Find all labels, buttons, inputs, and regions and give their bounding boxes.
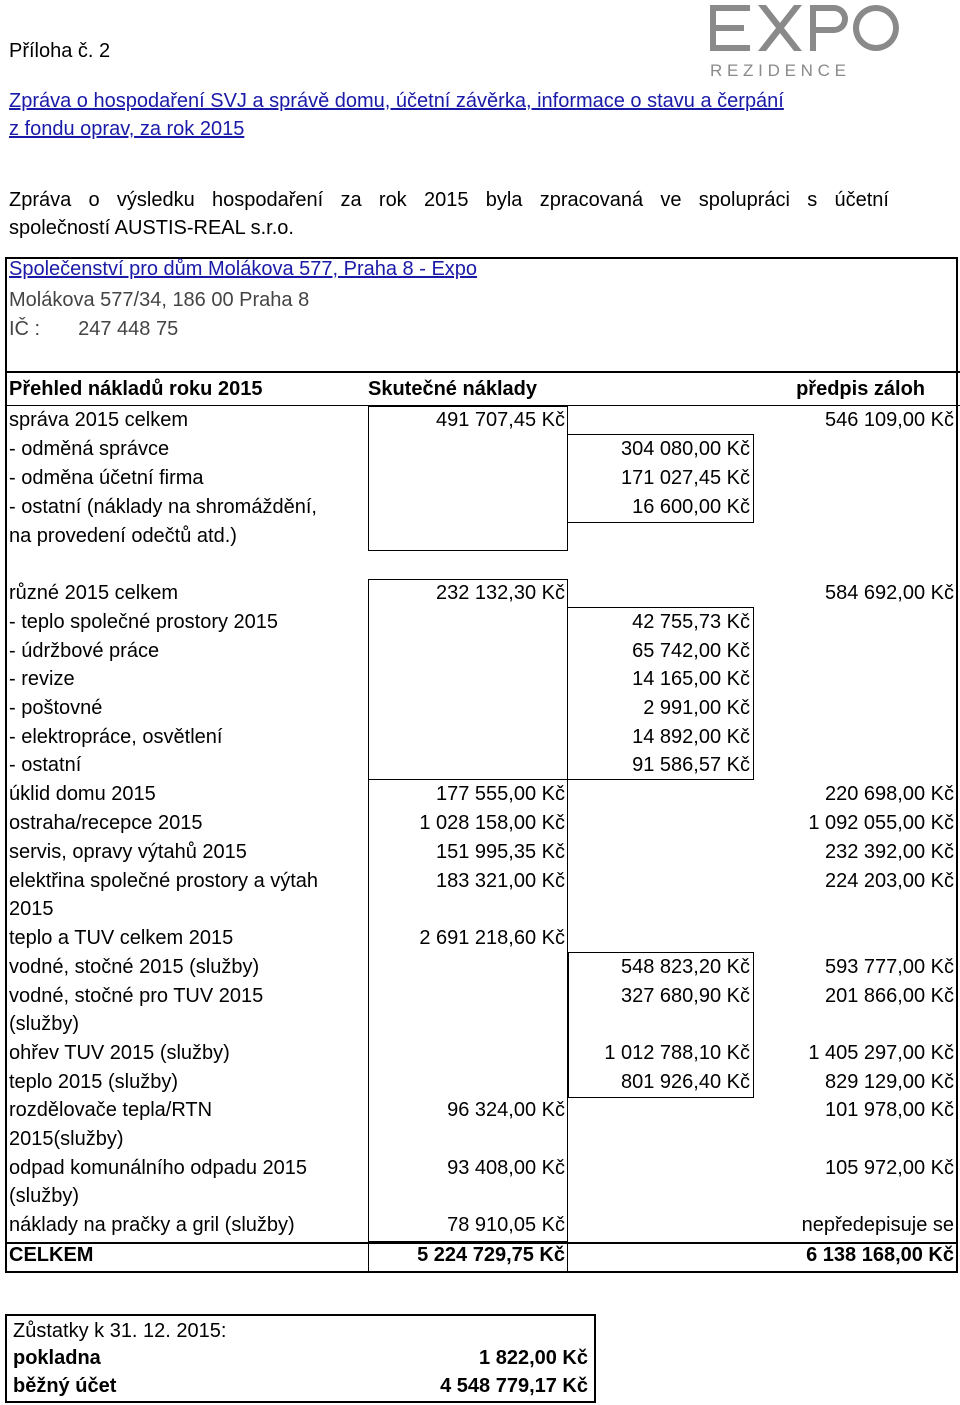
table-row [0, 438, 960, 467]
row-advance: nepředepisuje se [801, 1214, 954, 1236]
row-label: - ostatní (náklady na shromáždění, [9, 496, 317, 518]
row-advance: 546 109,00 Kč [825, 409, 954, 431]
row-label: odpad komunálního odpadu 2015 [9, 1157, 308, 1179]
ic-label: IČ : [9, 318, 41, 340]
table-row [0, 1071, 960, 1100]
table-row [0, 841, 960, 870]
row-label: - ostatní [9, 754, 82, 776]
table-row [0, 467, 960, 496]
table-row [0, 1214, 960, 1243]
row-detail: 14 892,00 Kč [632, 726, 750, 748]
row-detail: 304 080,00 Kč [621, 438, 750, 460]
table-row [0, 582, 960, 611]
row-advance: 105 972,00 Kč [825, 1157, 954, 1179]
row-advance: 101 978,00 Kč [825, 1099, 954, 1121]
row-detail: 327 680,90 Kč [621, 985, 750, 1007]
cash-value: 1 822,00 Kč [479, 1347, 588, 1369]
table-row [0, 956, 960, 985]
row-total: 183 321,00 Kč [436, 870, 565, 892]
table-row [0, 870, 960, 899]
intro-paragraph [9, 186, 889, 242]
table-row-continuation [0, 525, 960, 554]
row-advance: 584 692,00 Kč [825, 582, 954, 604]
row-detail: 16 600,00 Kč [632, 496, 750, 518]
row-label: servis, opravy výtahů 2015 [9, 841, 247, 863]
total-row [0, 1244, 960, 1273]
row-detail: 1 012 788,10 Kč [604, 1042, 750, 1064]
row-label: (služby) [9, 1185, 80, 1207]
row-total: 177 555,00 Kč [436, 783, 565, 805]
table-row [0, 985, 960, 1014]
row-total: 151 995,35 Kč [436, 841, 565, 863]
intro-line2: společností AUSTIS-REAL s.r.o. [9, 217, 294, 239]
row-label: rozdělovače tepla/RTN [9, 1099, 213, 1121]
row-advance: 220 698,00 Kč [825, 783, 954, 805]
table-row-continuation [0, 1185, 960, 1214]
row-detail: 14 165,00 Kč [632, 668, 750, 690]
row-advance: 201 866,00 Kč [825, 985, 954, 1007]
header-overview: Přehled nákladů roku 2015 [9, 378, 263, 400]
row-advance: 1 092 055,00 Kč [808, 812, 954, 834]
row-label: náklady na pračky a gril (služby) [9, 1214, 295, 1236]
row-label: - poštovné [9, 697, 103, 719]
row-label: vodné, stočné 2015 (služby) [9, 956, 260, 978]
annex-label: Příloha č. 2 [9, 40, 111, 62]
row-label: - revize [9, 668, 75, 690]
row-label: správa 2015 celkem [9, 409, 188, 431]
row-total: 1 028 158,00 Kč [419, 812, 565, 834]
header-actual-costs: Skutečné náklady [368, 378, 537, 400]
row-detail: 801 926,40 Kč [621, 1071, 750, 1093]
row-total: 78 910,05 Kč [447, 1214, 565, 1236]
row-label: - údržbové práce [9, 640, 160, 662]
divider [5, 371, 960, 373]
row-label: teplo 2015 (služby) [9, 1071, 178, 1093]
table-row [0, 668, 960, 697]
row-advance: 224 203,00 Kč [825, 870, 954, 892]
header-advances: předpis záloh [796, 378, 925, 400]
row-advance: 829 129,00 Kč [825, 1071, 954, 1093]
table-row-continuation [0, 1128, 960, 1157]
expo-logo [706, 3, 910, 81]
svg-text:R E Z I D E N C E: R E Z I D E N C E [710, 61, 847, 80]
row-label: - odměna účetní firma [9, 467, 204, 489]
cash-label: pokladna [13, 1347, 101, 1369]
ic-value: 247 448 75 [78, 318, 179, 340]
row-advance: 593 777,00 Kč [825, 956, 954, 978]
intro-line1: Zpráva o výsledku hospodaření za rok 2015 byla zpracovaná ve spolupráci s účetní [9, 189, 889, 211]
account-value: 4 548 779,17 Kč [440, 1375, 588, 1397]
row-label: teplo a TUV celkem 2015 [9, 927, 234, 949]
table-row [0, 1099, 960, 1128]
table-row [0, 640, 960, 669]
total-advance: 6 138 168,00 Kč [806, 1244, 954, 1266]
row-detail: 171 027,45 Kč [621, 467, 750, 489]
table-row-continuation [0, 898, 960, 927]
table-row [0, 812, 960, 841]
row-label: - elektropráce, osvětlení [9, 726, 223, 748]
row-label: 2015(služby) [9, 1128, 124, 1150]
report-title [9, 87, 909, 143]
row-label: 2015 [9, 898, 54, 920]
report-title-line1: Zpráva o hospodaření SVJ a správě domu, účetní závěrka, informace o stavu a čerpání [9, 90, 784, 112]
balances-title: Zůstatky k 31. 12. 2015: [13, 1320, 227, 1342]
row-label: (služby) [9, 1013, 80, 1035]
row-detail: 2 991,00 Kč [643, 697, 750, 719]
table-row-continuation [0, 1013, 960, 1042]
association-address: Molákova 577/34, 186 00 Praha 8 [9, 289, 310, 311]
row-total: 93 408,00 Kč [447, 1157, 565, 1179]
row-detail: 91 586,57 Kč [632, 754, 750, 776]
row-detail: 548 823,20 Kč [621, 956, 750, 978]
table-row [0, 726, 960, 755]
table-row [0, 783, 960, 812]
table-row [0, 927, 960, 956]
row-label: úklid domu 2015 [9, 783, 156, 805]
row-label: vodné, stočné pro TUV 2015 [9, 985, 264, 1007]
report-title-line2: z fondu oprav, za rok 2015 [9, 118, 245, 140]
total-label: CELKEM [9, 1244, 94, 1266]
table-row [0, 611, 960, 640]
row-label: elektřina společné prostory a výtah [9, 870, 319, 892]
expo-logo-icon [706, 3, 910, 81]
table-row [0, 697, 960, 726]
row-label: - teplo společné prostory 2015 [9, 611, 279, 633]
table-row [0, 1157, 960, 1186]
table-row [0, 1042, 960, 1071]
row-detail: 42 755,73 Kč [632, 611, 750, 633]
row-label: ohřev TUV 2015 (služby) [9, 1042, 230, 1064]
row-total: 232 132,30 Kč [436, 582, 565, 604]
row-advance: 1 405 297,00 Kč [808, 1042, 954, 1064]
table-row [0, 496, 960, 525]
row-total: 2 691 218,60 Kč [419, 927, 565, 949]
row-label: - odměná správce [9, 438, 170, 460]
row-total: 96 324,00 Kč [447, 1099, 565, 1121]
association-name: Společenství pro dům Molákova 577, Praha 8 - Expo [9, 258, 478, 280]
association-ic [9, 318, 178, 341]
row-label: různé 2015 celkem [9, 582, 178, 604]
row-label: na provedení odečtů atd.) [9, 525, 237, 547]
row-total: 491 707,45 Kč [436, 409, 565, 431]
row-detail: 65 742,00 Kč [632, 640, 750, 662]
table-row [0, 754, 960, 783]
total-actual: 5 224 729,75 Kč [417, 1244, 565, 1266]
row-label: ostraha/recepce 2015 [9, 812, 203, 834]
account-label: běžný účet [13, 1375, 117, 1397]
table-row [0, 409, 960, 438]
row-advance: 232 392,00 Kč [825, 841, 954, 863]
